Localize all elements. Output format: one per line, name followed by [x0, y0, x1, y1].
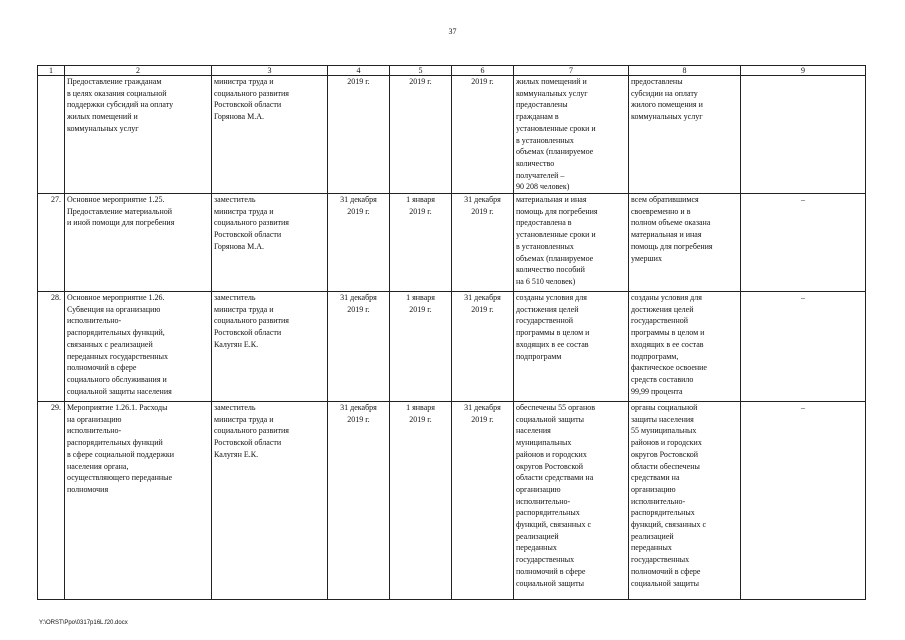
actual-result: органы социальной защиты населения 55 муниципальных районов и городских округов Ростовской области обеспечены средствами на организацию исполнительно- распорядительных функций, связанных с реализацией переданных государственных полномочий в сфере социальной защиты: [629, 402, 741, 600]
file-path-footer: Y:\ORST\Ppo\0317p16L.f20.docx: [39, 620, 128, 626]
plan-end-date: 2019 г.: [328, 76, 390, 194]
header-row: [38, 66, 866, 76]
actual-result: предоставлены субсидии на оплату жилого помещения и коммунальных услуг: [629, 76, 741, 194]
table-row: [38, 292, 866, 402]
fact-end-date: 31 декабря 2019 г.: [452, 402, 514, 600]
column-header: 1: [38, 66, 65, 76]
actual-result: созданы условия для достижения целей государственной программы в целом и входящих в ее состав подпрограмм, фактическое освоение средств составило 99,99 процента: [629, 292, 741, 402]
event-name: Основное мероприятие 1.26. Субвенция на организацию исполнительно- распорядительных функций, связанных с реализацией переданных государственных полномочий в сфере социального обслуживания и социальной защиты населения: [65, 292, 212, 402]
event-name: Мероприятие 1.26.1. Расходы на организацию исполнительно- распорядительных функций в сфере социальной поддержки населения органа, осуществляющего переданные полномочия: [65, 402, 212, 600]
responsible-person: заместитель министра труда и социального развития Ростовской области Горянова М.А.: [212, 194, 328, 292]
column-header: 6: [452, 66, 514, 76]
responsible-person: заместитель министра труда и социального развития Ростовской области Калугян Е.К.: [212, 402, 328, 600]
column-header: 8: [629, 66, 741, 76]
column-header: 2: [65, 66, 212, 76]
fact-start-date: 2019 г.: [390, 76, 452, 194]
column-header: 4: [328, 66, 390, 76]
table-row: [38, 76, 866, 194]
responsible-person: заместитель министра труда и социального развития Ростовской области Калугян Е.К.: [212, 292, 328, 402]
row-number: 27.: [38, 194, 65, 292]
planned-result: материальная и иная помощь для погребения предоставлена в установленные сроки и в установленных объемах (планируемое количество пособий на 6 510 человек): [514, 194, 629, 292]
reasons: –: [741, 402, 866, 600]
fact-start-date: 1 января 2019 г.: [390, 402, 452, 600]
page-number: 37: [448, 27, 457, 36]
table-row: [38, 194, 866, 292]
reasons: –: [741, 292, 866, 402]
fact-end-date: 31 декабря 2019 г.: [452, 292, 514, 402]
table-row: [38, 402, 866, 600]
responsible-person: министра труда и социального развития Ростовской области Горянова М.А.: [212, 76, 328, 194]
planned-result: обеспечены 55 органов социальной защиты населения муниципальных районов и городских округов Ростовской области средствами на организацию исполнительно- распорядительных функций, связанных с реализацией переданных государственных полномочий в сфере социальной защиты: [514, 402, 629, 600]
actual-result: всем обратившимся своевременно и в полном объеме оказана материальная и иная помощь для погребения умерших: [629, 194, 741, 292]
column-header: 5: [390, 66, 452, 76]
planned-result: жилых помещений и коммунальных услуг предоставлены гражданам в установленные сроки и в установленных объемах (планируемое количество получателей – 90 208 человек): [514, 76, 629, 194]
fact-start-date: 1 января 2019 г.: [390, 292, 452, 402]
row-number: 28.: [38, 292, 65, 402]
fact-end-date: 31 декабря 2019 г.: [452, 194, 514, 292]
event-name: Предоставление гражданам в целях оказания социальной поддержки субсидий на оплату жилых помещений и коммунальных услуг: [65, 76, 212, 194]
plan-end-date: 31 декабря 2019 г.: [328, 402, 390, 600]
plan-end-date: 31 декабря 2019 г.: [328, 194, 390, 292]
column-header: 7: [514, 66, 629, 76]
column-header: 9: [741, 66, 866, 76]
column-header: 3: [212, 66, 328, 76]
event-name: Основное мероприятие 1.25. Предоставление материальной и иной помощи для погребения: [65, 194, 212, 292]
planned-result: созданы условия для достижения целей государственной программы в целом и входящих в ее состав подпрограмм: [514, 292, 629, 402]
reasons: –: [741, 194, 866, 292]
row-number: 29.: [38, 402, 65, 600]
reasons: [741, 76, 866, 194]
row-number: [38, 76, 65, 194]
report-table: [37, 65, 866, 600]
plan-end-date: 31 декабря 2019 г.: [328, 292, 390, 402]
fact-start-date: 1 января 2019 г.: [390, 194, 452, 292]
fact-end-date: 2019 г.: [452, 76, 514, 194]
